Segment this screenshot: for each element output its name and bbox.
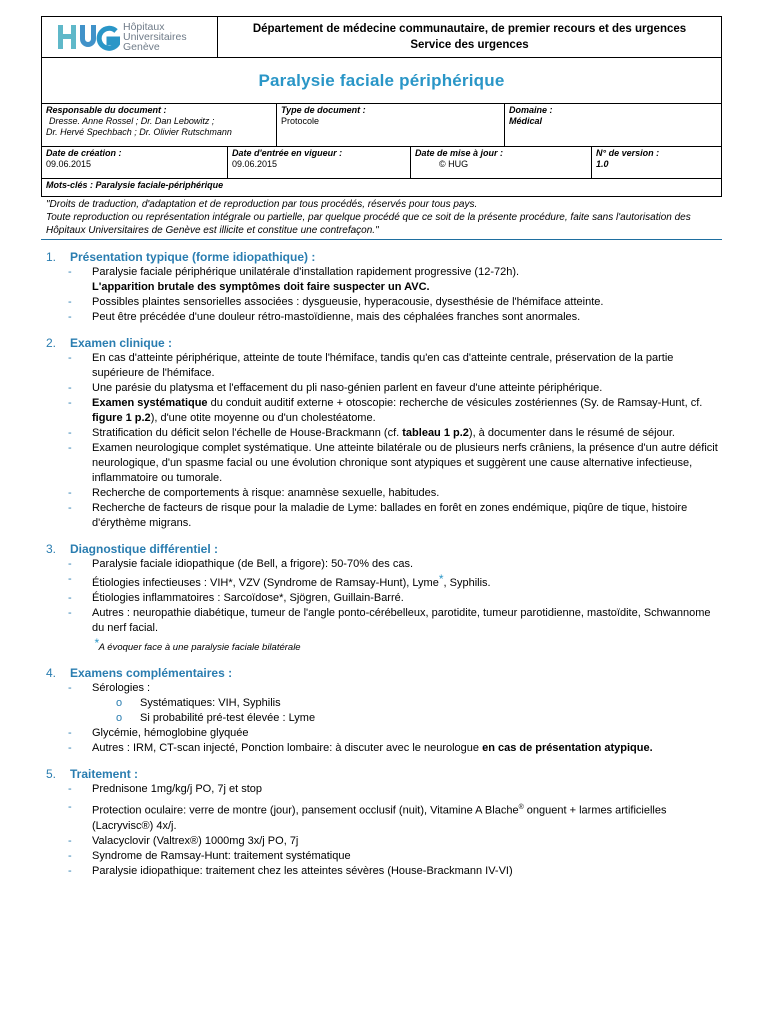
responsable-value-2: Dr. Hervé Spechbach ; Dr. Olivier Rutschmann [46, 127, 232, 137]
sub-list-item: o Si probabilité pré-test élevée : Lyme [116, 712, 316, 724]
domaine-cell [505, 104, 721, 146]
document-body [0, 249, 768, 889]
section-heading: 4. Examens complémentaires : [46, 666, 233, 680]
hug-logo [42, 17, 218, 57]
list [46, 726, 768, 756]
list-item: - Valacyclovir (Valtrex®) 1000mg 3x/j PO, 7j [68, 834, 299, 847]
creation-cell [42, 147, 228, 178]
list [46, 782, 768, 879]
meta-row-2 [42, 147, 721, 179]
version-cell [592, 147, 721, 178]
department-cell [218, 17, 721, 57]
list-item: - Recherche de comportements à risque: anamnèse sexuelle, habitudes. [68, 487, 440, 499]
department-name: Département de médecine communautaire, de premier recours et des urgences [252, 23, 687, 35]
maj-label: Date de mise à jour : [415, 148, 504, 158]
section-presentation [46, 249, 768, 325]
section-heading: 5. Traitement : [46, 767, 139, 781]
type-cell [277, 104, 505, 146]
list-item: - Étiologies inflammatoires : Sarcoïdose*, Sjögren, Guillain-Barré. [68, 592, 404, 604]
list-item: - Syndrome de Ramsay-Hunt: traitement systématique [68, 849, 351, 862]
list-item: - Étiologies infectieuses : VIH*, VZV (Syndrome de Ramsay-Hunt), Lyme*, Syphilis. [68, 572, 491, 589]
list-item: - Protection oculaire: verre de montre (jour), pansement occlusif (nuit), Vitamine A Blache® onguent + larmes artificielles (Lacryvisc®) 4x/j. [68, 801, 667, 832]
list-item: - Paralysie faciale idiopathique (de Bell, a frigore): 50-70% des cas. [68, 558, 414, 570]
section-diagnostique [46, 541, 768, 655]
type-label: Type de document : [281, 105, 366, 115]
section-examen-clinique [46, 335, 768, 531]
creation-value: 09.06.2015 [46, 159, 92, 169]
vigueur-label: Date d'entrée en vigueur : [232, 148, 343, 158]
list-item: - Recherche de facteurs de risque pour la maladie de Lyme: ballades en forêt en zones endémique, piqûre de tique, histoire d'érythème migrans. [68, 502, 688, 529]
vigueur-cell [228, 147, 411, 178]
keywords-row [42, 179, 721, 196]
sub-list [46, 696, 768, 726]
header-table [41, 16, 722, 197]
list [46, 351, 768, 531]
footnote: *A évoquer face à une paralysie faciale bilatérale [94, 636, 301, 653]
footnote-star: * [438, 572, 444, 586]
list-item: - Sérologies : [68, 682, 151, 694]
list-item: - Peut être précédée d'une douleur rétro-mastoïdienne, mais des céphalées franches sont anormales. [68, 311, 581, 323]
service-name: Service des urgences [410, 39, 529, 51]
version-label: N° de version : [596, 148, 660, 158]
rights-line-1: "Droits de traduction, d'adaptation et de reproduction par tous procédés, réservés pour tous pays. [46, 199, 478, 210]
section-traitement [46, 766, 768, 879]
title-row [42, 58, 721, 104]
version-value: 1.0 [596, 159, 609, 169]
section-heading: 2. Examen clinique : [46, 336, 173, 350]
rights-line-2: Toute reproduction ou représentation intégrale ou partielle, par quelque procédé que ce soit de la présente procédure, faite sans l'autorisation des Hôpitaux Universitaires de Genève est illicite et constitue une contrefaçon." [46, 212, 691, 236]
list-item: - Stratification du déficit selon l'échelle de House-Brackmann (cf. tableau 1 p.2), à documenter dans le résumé de séjour. [68, 427, 675, 439]
list-item: - En cas d'atteinte périphérique, atteinte de toute l'hémiface, tandis qu'en cas d'atteinte centrale, préservation de la partie supérieure de l'hémiface. [68, 352, 674, 379]
list-item: - Paralysie faciale périphérique unilatérale d'installation rapidement progressive (12-72h). L'apparition brutale des symptômes doit faire suspecter un AVC. [68, 266, 520, 293]
responsable-label: Responsable du document : [46, 105, 167, 115]
list-item: - Paralysie idiopathique: traitement chez les atteintes sévères (House-Brackmann IV-VI) [68, 864, 513, 877]
header-top-row [42, 17, 721, 58]
divider [41, 239, 722, 240]
list-item: - Possibles plaintes sensorielles associées : dysgueusie, hyperacousie, dysesthésie de l'hémiface atteinte. [68, 296, 604, 308]
creation-label: Date de création : [46, 148, 122, 158]
hug-logo-text: Hôpitaux Universitaires Genève [123, 21, 187, 53]
responsable-value-1: Dresse. Anne Rossel ; Dr. Dan Lebowitz ; [49, 116, 215, 126]
list-item: - Une parésie du platysma et l'effacement du pli naso-génien parlent en faveur d'une atteinte périphérique. [68, 382, 603, 394]
vigueur-value: 09.06.2015 [232, 159, 278, 169]
sub-list-item: o Systématiques: VIH, Syphilis [116, 697, 281, 709]
list-item: - Examen neurologique complet systématique. Une atteinte bilatérale ou de plusieurs nerfs crâniens, la présence d'un autre déficit neurologique, d'un spasme facial ou une évolution chronique sont atypiques et suggèrent une cause alternative infectieuse, inflammatoire ou tumorale. [68, 442, 718, 484]
section-heading: 3. Diagnostique différentiel : [46, 542, 219, 556]
list-item: - Autres : neuropathie diabétique, tumeur de l'angle ponto-cérébelleux, parotidite, tumeur parotidienne, mastoïdite, Schwannome du nerf facial. [68, 607, 711, 634]
list-item: - Prednisone 1mg/kg/j PO, 7j et stop [68, 783, 262, 795]
meta-row-1 [42, 104, 721, 147]
keywords-cell [42, 179, 721, 196]
keywords: Mots-clés : Paralysie faciale-périphérique [46, 180, 224, 190]
section-heading: 1. Présentation typique (forme idiopathique) : [46, 250, 316, 264]
list-item: - Examen systématique du conduit auditif externe + otoscopie: recherche de vésicules zostériennes (Sy. de Ramsay-Hunt, cf. figure 1 p.2), d'une otite moyenne ou d'un cholestéatome. [68, 397, 703, 424]
type-value: Protocole [281, 116, 320, 126]
list [46, 265, 768, 325]
maj-cell [411, 147, 592, 178]
responsable-cell [42, 104, 277, 146]
list [46, 681, 768, 696]
document-title: Paralysie faciale périphérique [258, 70, 505, 90]
domaine-value: Médical [509, 116, 543, 126]
list-item: - Glycémie, hémoglobine glyquée [68, 727, 249, 739]
rights-notice [46, 198, 722, 237]
list [46, 557, 768, 636]
list-item: - Autres : IRM, CT-scan injecté, Ponction lombaire: à discuter avec le neurologue en cas de présentation atypique. [68, 742, 653, 754]
section-examens-complementaires [46, 665, 768, 756]
hug-logo-icon [58, 21, 120, 53]
domaine-label: Domaine : [509, 105, 553, 115]
maj-value: © HUG [439, 159, 469, 169]
